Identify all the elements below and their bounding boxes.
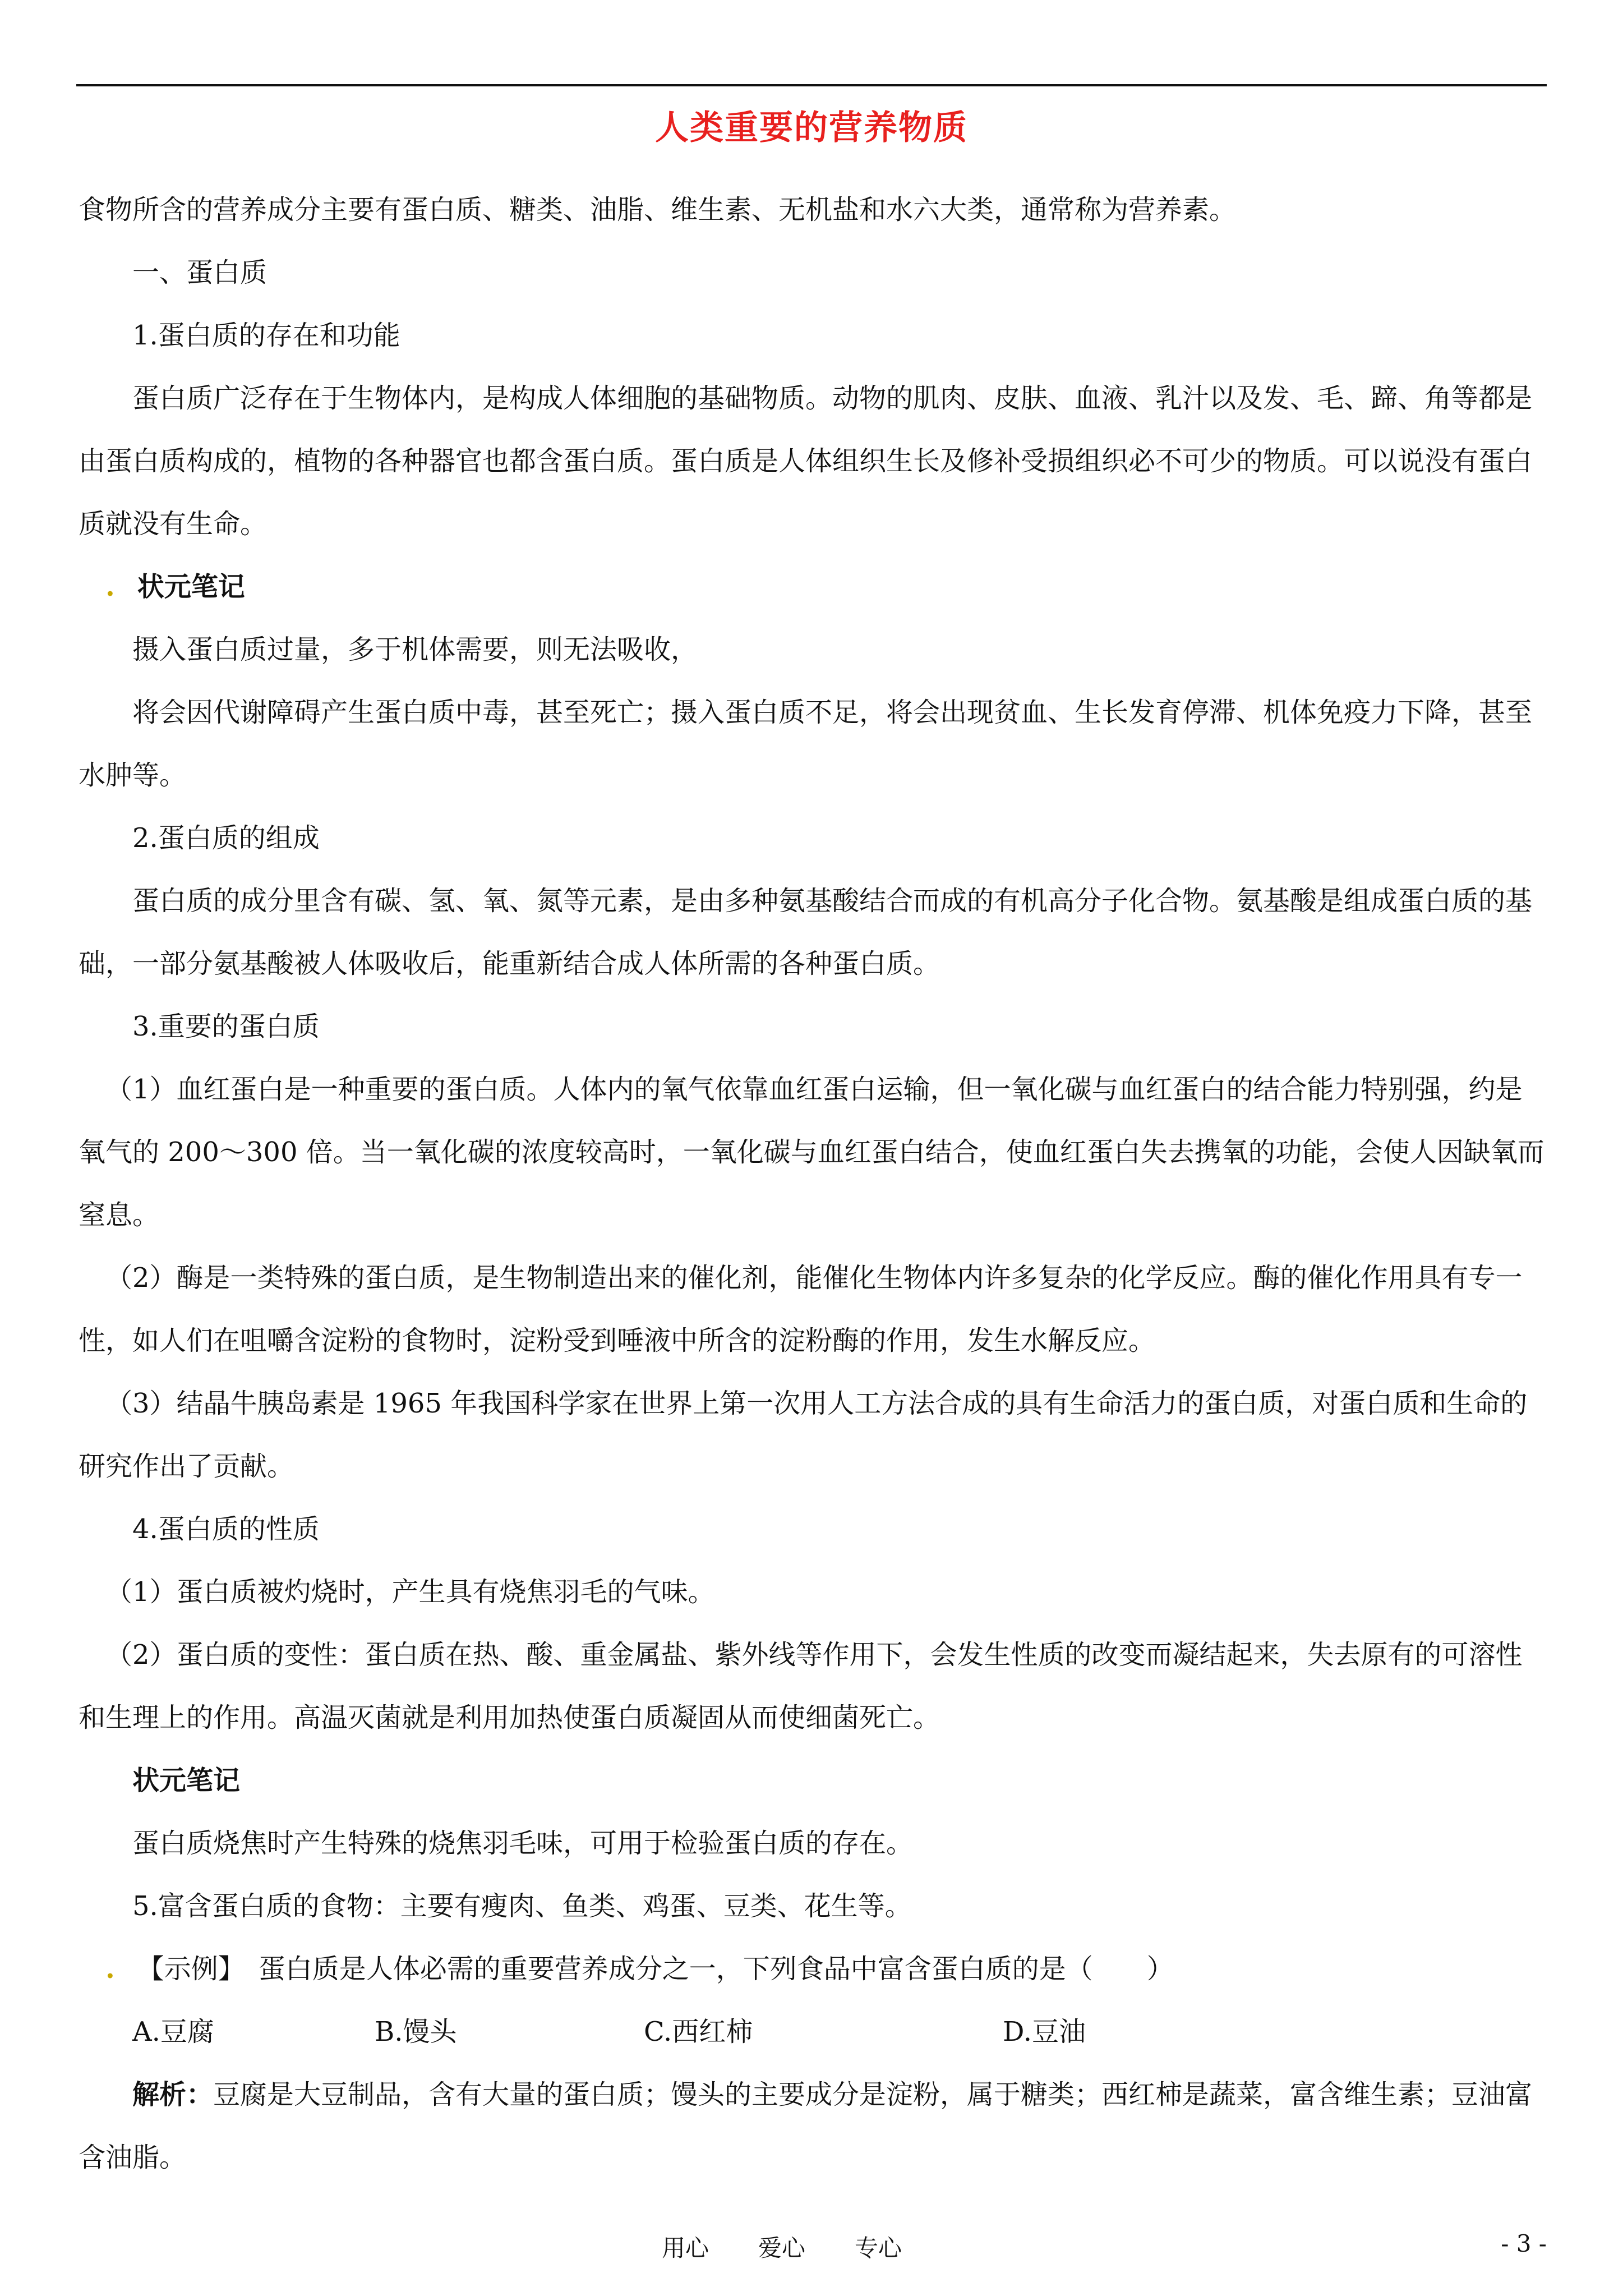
footer-slogan-2: 爱心 xyxy=(758,2234,806,2262)
intro-paragraph: 食物所含的营养成分主要有蛋白质、糖类、油脂、维生素、无机盐和水六大类，通常称为营养素。 xyxy=(79,194,1237,226)
bullet-dot-icon: . xyxy=(105,1953,115,1985)
note-2-title: 状元笔记 xyxy=(132,1765,241,1796)
analysis-paragraph xyxy=(79,2063,1546,2189)
subsection-1-heading: 1.蛋白质的存在和功能 xyxy=(132,320,400,351)
option-c: C.西红柿 xyxy=(644,2016,753,2047)
subsection-3-item-2: （2）酶是一类特殊的蛋白质，是生物制造出来的催化剂，能催化生物体内许多复杂的化学反应。酶的催化作用具有专一性，如人们在咀嚼含淀粉的食物时，淀粉受到唾液中所含的淀粉酶的作用，发生水解反应。 xyxy=(79,1262,1523,1356)
subsection-3-heading: 3.重要的蛋白质 xyxy=(132,1011,320,1042)
note-1-line-a: 摄入蛋白质过量，多于机体需要，则无法吸收， xyxy=(132,634,698,665)
subsection-4-item-2: （2）蛋白质的变性：蛋白质在热、酸、重金属盐、紫外线等作用下，会发生性质的改变而凝结起来，失去原有的可溶性和生理上的作用。高温灭菌就是利用加热使蛋白质凝固从而使细菌死亡。 xyxy=(79,1639,1523,1733)
page-number: - 3 - xyxy=(1501,2230,1547,2257)
footer-slogan xyxy=(662,2230,951,2263)
footer-slogan-1: 用心 xyxy=(662,2234,709,2262)
section-heading-protein: 一、蛋白质 xyxy=(132,257,268,288)
example-question-text: 蛋白质是人体必需的重要营养成分之一，下列食品中富含蛋白质的是（ ） xyxy=(258,1953,1174,1985)
subsection-3-item-3: （3）结晶牛胰岛素是 1965 年我国科学家在世界上第一次用人工方法合成的具有生命活力的蛋白质，对蛋白质和生命的研究作出了贡献。 xyxy=(79,1388,1528,1482)
subsection-1-text: 蛋白质广泛存在于生物体内，是构成人体细胞的基础物质。动物的肌肉、皮肤、血液、乳汁以及发、毛、蹄、角等都是由蛋白质构成的，植物的各种器官也都含蛋白质。蛋白质是人体组织生长及修补受损组织必不可少的物质。可以说没有蛋白质就没有生命。 xyxy=(79,383,1533,540)
subsection-4-heading: 4.蛋白质的性质 xyxy=(132,1513,320,1545)
subsection-2-heading: 2.蛋白质的组成 xyxy=(132,822,320,854)
document-body xyxy=(79,178,1546,2189)
subsection-3-item-1: （1）血红蛋白是一种重要的蛋白质。人体内的氧气依靠血红蛋白运输，但一氧化碳与血红蛋白的结合能力特别强，约是氧气的 200～300 倍。当一氧化碳的浓度较高时，一氧化碳与血红蛋白结合，使血红蛋白失去携氧的功能，会使人因缺氧而窒息。 xyxy=(79,1074,1544,1231)
note-2-text: 蛋白质烧焦时产生特殊的烧焦羽毛味，可用于检验蛋白质的存在。 xyxy=(132,1828,914,1859)
note-1-title: . 状元笔记 xyxy=(105,571,245,602)
option-a: A.豆腐 xyxy=(132,2016,214,2047)
example-label: 【示例】 xyxy=(137,1953,245,1985)
option-d: D.豆油 xyxy=(1003,2016,1086,2047)
footer-slogan-3: 专心 xyxy=(855,2234,902,2262)
subsection-4-item-1: （1）蛋白质被灼烧时，产生具有烧焦羽毛的气味。 xyxy=(105,1576,715,1608)
bullet-dot-icon: . xyxy=(105,571,115,602)
subsection-5-text: 5.富含蛋白质的食物：主要有瘦肉、鱼类、鸡蛋、豆类、花生等。 xyxy=(132,1890,912,1922)
analysis-text: 豆腐是大豆制品，含有大量的蛋白质；馒头的主要成分是淀粉，属于糖类；西红柿是蔬菜，富含维生素；豆油富含油脂。 xyxy=(79,2079,1533,2173)
subsection-2-text: 蛋白质的成分里含有碳、氢、氧、氮等元素，是由多种氨基酸结合而成的有机高分子化合物。氨基酸是组成蛋白质的基础，一部分氨基酸被人体吸收后，能重新结合成人体所需的各种蛋白质。 xyxy=(79,885,1533,979)
option-b: B.馒头 xyxy=(375,2016,457,2047)
analysis-label: 解析： xyxy=(132,2079,214,2110)
answer-options xyxy=(79,2000,1546,2063)
page-title: 人类重要的营养物质 xyxy=(655,108,968,148)
header-rule xyxy=(76,84,1547,86)
example-question xyxy=(79,1938,1546,2000)
note-1-line-b: 将会因代谢障碍产生蛋白质中毒，甚至死亡；摄入蛋白质不足，将会出现贫血、生长发育停滞、机体免疫力下降，甚至水肿等。 xyxy=(79,697,1533,791)
